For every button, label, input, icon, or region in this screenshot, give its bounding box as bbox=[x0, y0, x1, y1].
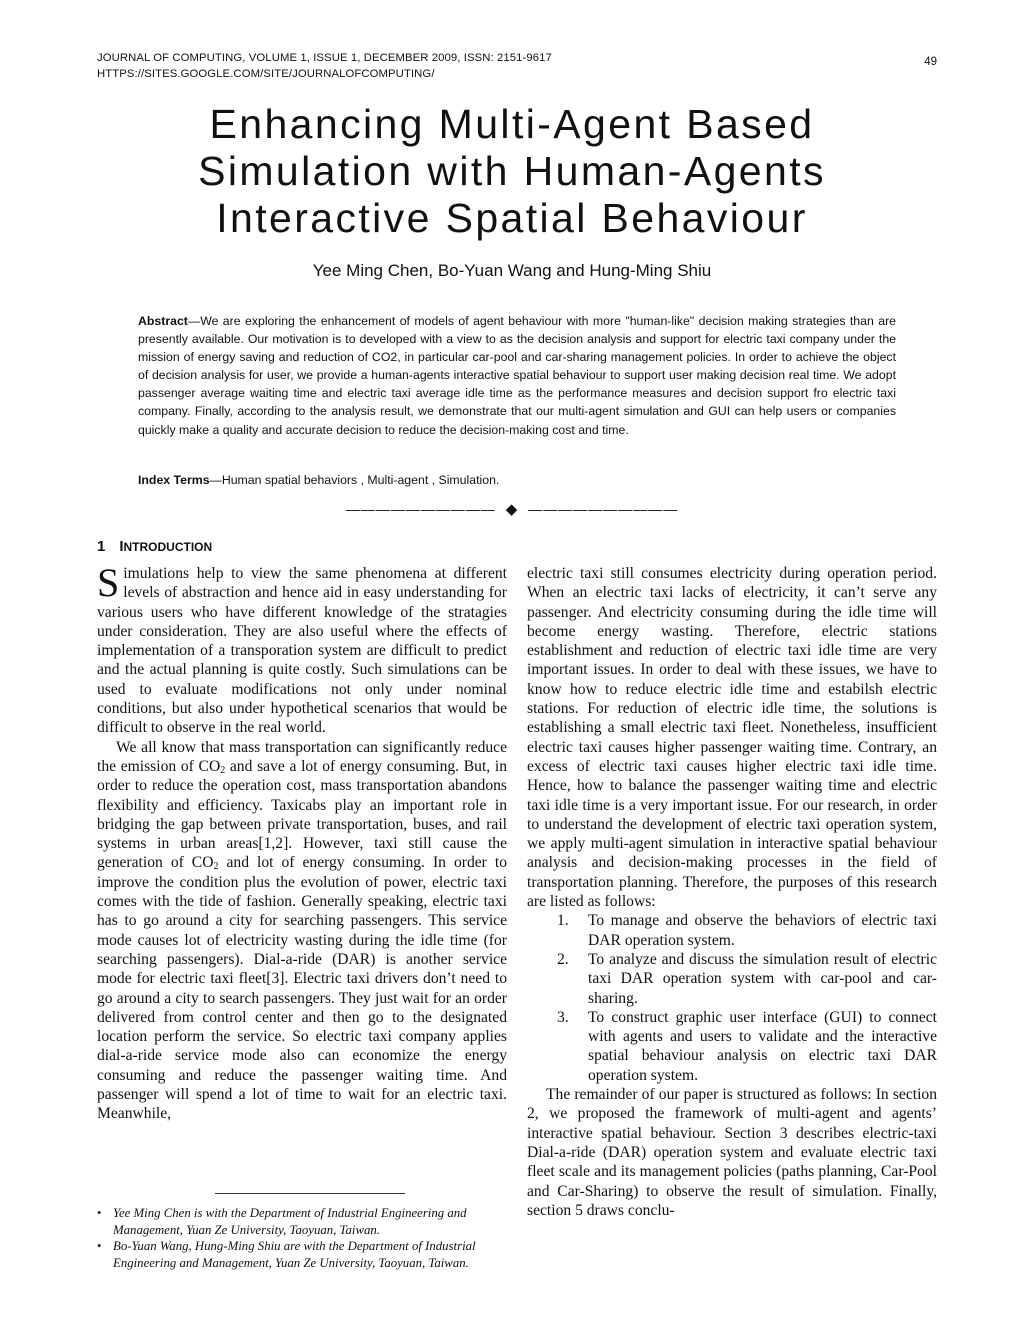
abstract-text: —We are exploring the enhancement of models of agent behaviour with more "human-like" decision making strategies than are presently available. Our motivation is to developed with a view to as the decision analysis and support for electric taxi company under the mission of energy saving and reduction of CO2, in particular car-pool and car-sharing management policies. In order to achieve the object of decision analysis for user, we provide a human-agents interactive spatial behaviour to support user making decision real time. We adopt passenger average waiting time and electric taxi average idle time as the performance measures and decision support fro electric taxi company. Finally, according to the analysis result, we demonstrate that our multi-agent simulation and GUI can help users or companies quickly make a quality and accurate decision to reduce the decision-making cost and time. bbox=[138, 314, 896, 437]
footnotes bbox=[97, 1205, 507, 1271]
running-header bbox=[97, 51, 552, 82]
list-item-number: 2. bbox=[557, 950, 569, 968]
paragraph-segment: and save a lot of energy consuming. But, in order to reduce the operation cost, mass transportation abandons flexibility and efficiency. Taxicabs play an important role in bridging the gap between private transportation, buses, and rail systems in urban areas[1,2]. However, taxi still cause the generation of CO bbox=[97, 757, 507, 872]
diamond-icon: ◆ bbox=[505, 501, 519, 518]
title-line-3: Interactive Spatial Behaviour bbox=[216, 195, 808, 241]
index-terms-label: Index Terms bbox=[138, 473, 210, 487]
purpose-list bbox=[527, 911, 937, 1085]
footnote bbox=[97, 1205, 507, 1238]
drop-cap: S bbox=[97, 560, 120, 605]
journal-line: JOURNAL OF COMPUTING, VOLUME 1, ISSUE 1, DECEMBER 2009, ISSN: 2151-9617 bbox=[97, 52, 552, 64]
title-line-1: Enhancing Multi-Agent Based bbox=[209, 101, 815, 147]
list-item-text: To manage and observe the behaviors of electric taxi DAR operation system. bbox=[588, 912, 937, 949]
abstract-label: Abstract bbox=[138, 314, 188, 328]
index-terms-text: —Human spatial behaviors , Multi-agent , Simulation. bbox=[209, 473, 500, 487]
right-column bbox=[527, 564, 937, 1220]
intro-paragraph-2 bbox=[97, 738, 507, 1124]
list-item bbox=[527, 950, 937, 1008]
author-list: Yee Ming Chen, Bo-Yuan Wang and Hung-Ming Shiu bbox=[312, 261, 712, 280]
list-item-text: To analyze and discuss the simulation result of electric taxi DAR operation system with car-pool and car-sharing. bbox=[588, 950, 937, 1007]
footnote-text: Yee Ming Chen is with the Department of Industrial Engineering and Management, Yuan Ze University, Taoyuan, Taiwan. bbox=[113, 1206, 467, 1237]
separator-dashes-left: —————————— bbox=[345, 501, 496, 517]
list-item-number: 3. bbox=[557, 1008, 569, 1026]
list-item bbox=[527, 1008, 937, 1085]
journal-url: HTTPS://SITES.GOOGLE.COM/SITE/JOURNALOFCOMPUTING/ bbox=[97, 67, 435, 80]
section-number: 1 bbox=[97, 538, 106, 555]
intro-paragraph-4: The remainder of our paper is structured as follows: In section 2, we proposed the framework of multi-agent and agents’ interactive spatial behaviour. Section 3 describes electric-taxi Dial-a-ride (DAR) operation system and evaluate electric taxi fleet scale and its management policies (paths planning, Car-Pool and Car-Sharing) to observe the result of simulation. Finally, section 5 draws conclu- bbox=[527, 1086, 937, 1219]
footnote-rule bbox=[215, 1193, 405, 1194]
page-number: 49 bbox=[924, 56, 937, 68]
intro-paragraph-1-text: imulations help to view the same phenomena at different levels of abstraction and hence aid in easy understanding for various users who have different knowledge of the stratagies under consideration. They are also useful where the effects of implementation of a transporation system are difficult to predict and the actual planning is quite costly. Such simulations can be used to evaluate modifications not only under nominal conditions, but also under hypothetical scenarios that would be difficult to observe in the real world. bbox=[97, 565, 507, 737]
title-line-2: Simulation with Human-Agents bbox=[198, 148, 826, 194]
subscript: 2 bbox=[213, 861, 219, 873]
bullet-icon: • bbox=[97, 1239, 102, 1253]
footnote-text: Bo-Yuan Wang, Hung-Ming Shiu are with the Department of Industrial Engineering and Management, Yuan Ze University, Taoyuan, Taiwan. bbox=[113, 1239, 476, 1270]
index-terms bbox=[138, 473, 499, 487]
subscript: 2 bbox=[220, 764, 226, 776]
list-item-number: 1. bbox=[557, 912, 569, 930]
section-title-rest: NTRODUCTION bbox=[123, 540, 213, 554]
intro-paragraph-1 bbox=[97, 560, 507, 738]
section-heading bbox=[97, 538, 212, 555]
section-title-initial: I bbox=[119, 538, 124, 555]
paper-title bbox=[0, 101, 1024, 242]
section-separator bbox=[0, 500, 1024, 518]
intro-paragraph-3: electric taxi still consumes electricity during operation period. When an electric taxi lacks of electricity, it can’t serve any passenger. And electricity consuming during the idle time will become energy wasting. Therefore, electric stations establishment and reduction of electric taxi idle time are very important issues. In order to deal with these issues, we have to know how to reduce electric idle time and estabilsh electric stations. For reduction of electric idle time, the solutions is establishing a small electric taxi fleet. Nonetheless, insufficient electric taxi causes higher passenger waiting time. Contrary, an excess of electric taxi causes higher electric taxi idle time. Hence, how to balance the passenger waiting time and electric taxi idle time is a very important issue. For our research, in order to understand the development of electric taxi operation system, we apply multi-agent simulation in interactive spatial behaviour analysis and decision-making processes in the field of transportation planning. Therefore, the purposes of this research are listed as follows: bbox=[527, 565, 937, 911]
footnote bbox=[97, 1238, 507, 1271]
list-item bbox=[527, 911, 937, 950]
list-item-text: To construct graphic user interface (GUI) to connect with agents and users to validate and the interactive spatial behaviour analysis on electric taxi DAR operation system. bbox=[588, 1008, 937, 1084]
bullet-icon: • bbox=[97, 1206, 102, 1220]
left-column bbox=[97, 560, 507, 1124]
abstract bbox=[138, 312, 896, 439]
separator-dashes-right: —————————— bbox=[528, 501, 679, 517]
paragraph-segment: and lot of energy consuming. In order to improve the condition plus the evolution of power, electric taxi comes with the tide of fashion. Generally speaking, electric taxi has to go around a city for searching passengers. This service mode causes lot of electricity wasting during the idle time (for searching passengers). Dial-a-ride (DAR) is another service mode for electric taxi fleet[3]. Electric taxi drivers don’t need to go around a city to search passengers. They just wait for an order delivered from control center and then go to the designated location perform the service. So electric taxi company applies dial-a-ride service mode also can economize the energy consuming and reduce the passenger waiting time. And passenger will spend a lot of time to wait for an electric taxi. Meanwhile, bbox=[97, 854, 507, 1123]
paragraph-segment: We all know that mass transportation can significantly reduce the emission of CO bbox=[97, 738, 507, 775]
